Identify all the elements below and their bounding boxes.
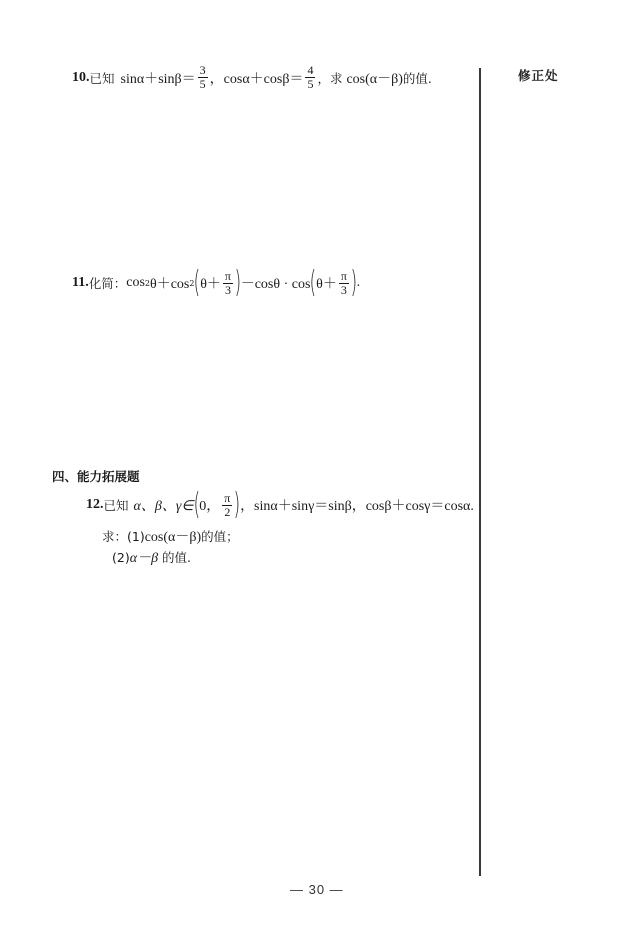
question-11 xyxy=(72,265,361,300)
question-text: 已知 xyxy=(103,498,129,513)
fraction: $\frac{3}{5}$ xyxy=(199,63,206,91)
question-text: 的值； xyxy=(201,529,239,544)
math-expression: sinα＋sinβ＝ xyxy=(120,71,196,87)
section-title: 四、能力拓展题 xyxy=(52,469,140,484)
question-text: 求：(1) xyxy=(102,529,145,544)
math-expression: －cosθ · cos xyxy=(240,277,311,292)
math-expression: cos xyxy=(126,275,145,290)
question-number: 10. xyxy=(72,69,90,85)
left-paren: ( xyxy=(310,265,317,300)
math-expression: θ＋cos xyxy=(150,277,190,292)
fraction: $\frac{\pi}{3}$ xyxy=(340,268,347,297)
page-number: — 30 — xyxy=(290,882,344,897)
period: . xyxy=(356,275,361,290)
question-12-part-2 xyxy=(112,547,191,567)
question-text: 的值. xyxy=(162,550,192,565)
left-paren: ( xyxy=(193,487,200,522)
right-paren: ) xyxy=(350,265,357,300)
math-expression: ，sinα＋sinγ＝sinβ，cosβ＋cosγ＝cosα. xyxy=(240,499,474,514)
question-text: (2) xyxy=(112,549,130,565)
left-paren: ( xyxy=(194,265,201,300)
fraction: $\frac{\pi}{3}$ xyxy=(224,268,231,297)
correction-area-title: 修正处 xyxy=(518,68,559,83)
fraction: $\frac{\pi}{2}$ xyxy=(224,490,231,519)
separator: ， xyxy=(209,71,224,87)
right-paren: ) xyxy=(234,265,242,300)
question-12 xyxy=(86,487,474,522)
math-expression: 0， xyxy=(199,499,221,514)
math-expression: cos(α－β) xyxy=(346,71,403,87)
question-text: 的值. xyxy=(402,70,432,86)
exponent: 2 xyxy=(144,278,151,288)
question-number: 12. xyxy=(86,497,104,512)
fraction: $\frac{4}{5}$ xyxy=(307,63,314,91)
right-paren: ) xyxy=(233,487,241,522)
question-text: ，求 xyxy=(317,70,343,86)
question-12-part-1 xyxy=(102,526,239,546)
exponent: 2 xyxy=(189,278,195,288)
math-expression: cosα＋cosβ＝ xyxy=(223,71,304,87)
question-text: 化简： xyxy=(88,276,127,291)
margin-divider xyxy=(479,68,481,876)
math-expression: cos(α－β) xyxy=(144,530,202,545)
math-expression: θ＋ xyxy=(316,277,337,292)
question-10 xyxy=(72,64,432,91)
question-number: 11. xyxy=(72,275,89,290)
question-text: 已知 xyxy=(89,70,115,86)
math-expression: θ＋ xyxy=(200,277,221,292)
math-expression: α、β、γ∈ xyxy=(133,499,194,514)
math-expression: α－β xyxy=(129,551,159,566)
